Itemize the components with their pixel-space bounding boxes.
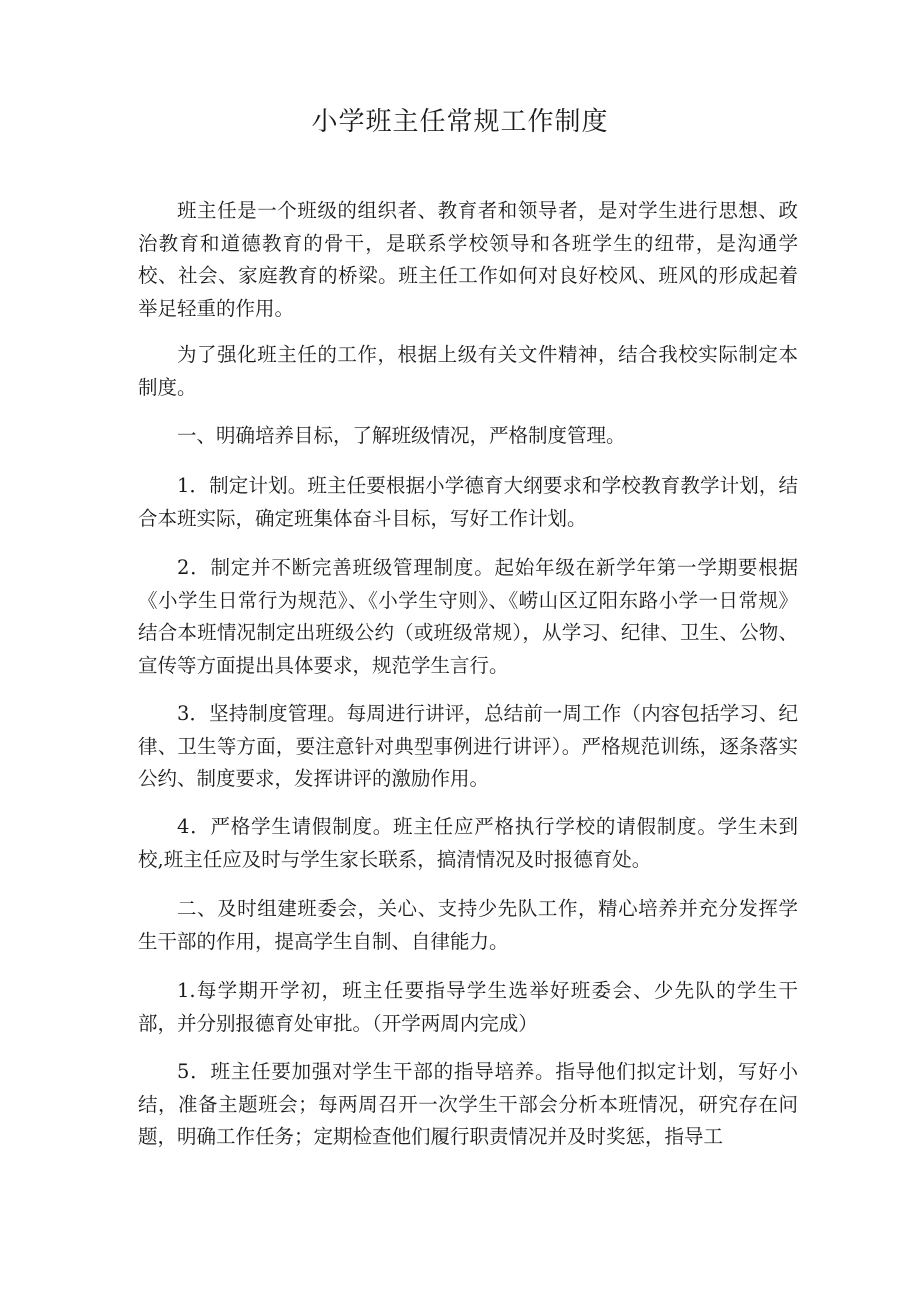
paragraph-item-5: 1.每学期开学初，班主任要指导学生选举好班委会、少先队的学生干部，并分别报德育处审批。（开学两周内完成） <box>138 979 798 1035</box>
section-heading-2: 二、及时组建班委会，关心、支持少先队工作，精心培养并充分发挥学生干部的作用，提高学生自制、自律能力。 <box>138 897 798 953</box>
paragraph-item-1: 1．制定计划。班主任要根据小学德育大纲要求和学校教育教学计划，结合本班实际，确定班集体奋斗目标，写好工作计划。 <box>138 474 798 530</box>
paragraph-purpose: 为了强化班主任的工作，根据上级有关文件精神，结合我校实际制定本制度。 <box>138 343 798 399</box>
paragraph-item-3: 3．坚持制度管理。每周进行讲评，总结前一周工作（内容包括学习、纪律、卫生等方面，要注意针对典型事例进行讲评）。严格规范训练，逐条落实公约、制度要求，发挥讲评的激励作用。 <box>138 702 798 790</box>
paragraph-item-2: 2．制定并不断完善班级管理制度。起始年级在新学年第一学期要根据《小学生日常行为规范》、《小学生守则》、《崂山区辽阳东路小学一日常规》结合本班情况制定出班级公约（或班级常规），从学习、纪律、卫生、公物、宣传等方面提出具体要求，规范学生言行。 <box>138 556 798 677</box>
paragraph-intro: 班主任是一个班级的组织者、教育者和领导者，是对学生进行思想、政治教育和道德教育的骨干，是联系学校领导和各班学生的纽带，是沟通学校、社会、家庭教育的桥梁。班主任工作如何对良好校风、班风的形成起着举足轻重的作用。 <box>138 199 798 320</box>
paragraph-item-6: 5．班主任要加强对学生干部的指导培养。指导他们拟定计划，写好小结，准备主题班会；每两周召开一次学生干部会分析本班情况，研究存在问题，明确工作任务；定期检查他们履行职责情况并及时奖惩，指导工 <box>138 1060 798 1148</box>
document-title: 小学班主任常规工作制度 <box>311 107 609 137</box>
section-heading-1: 一、明确培养目标，了解班级情况，严格制度管理。 <box>177 424 626 447</box>
paragraph-item-4: 4．严格学生请假制度。班主任应严格执行学校的请假制度。学生未到校,班主任应及时与学生家长联系，搞清情况及时报德育处。 <box>138 815 798 871</box>
